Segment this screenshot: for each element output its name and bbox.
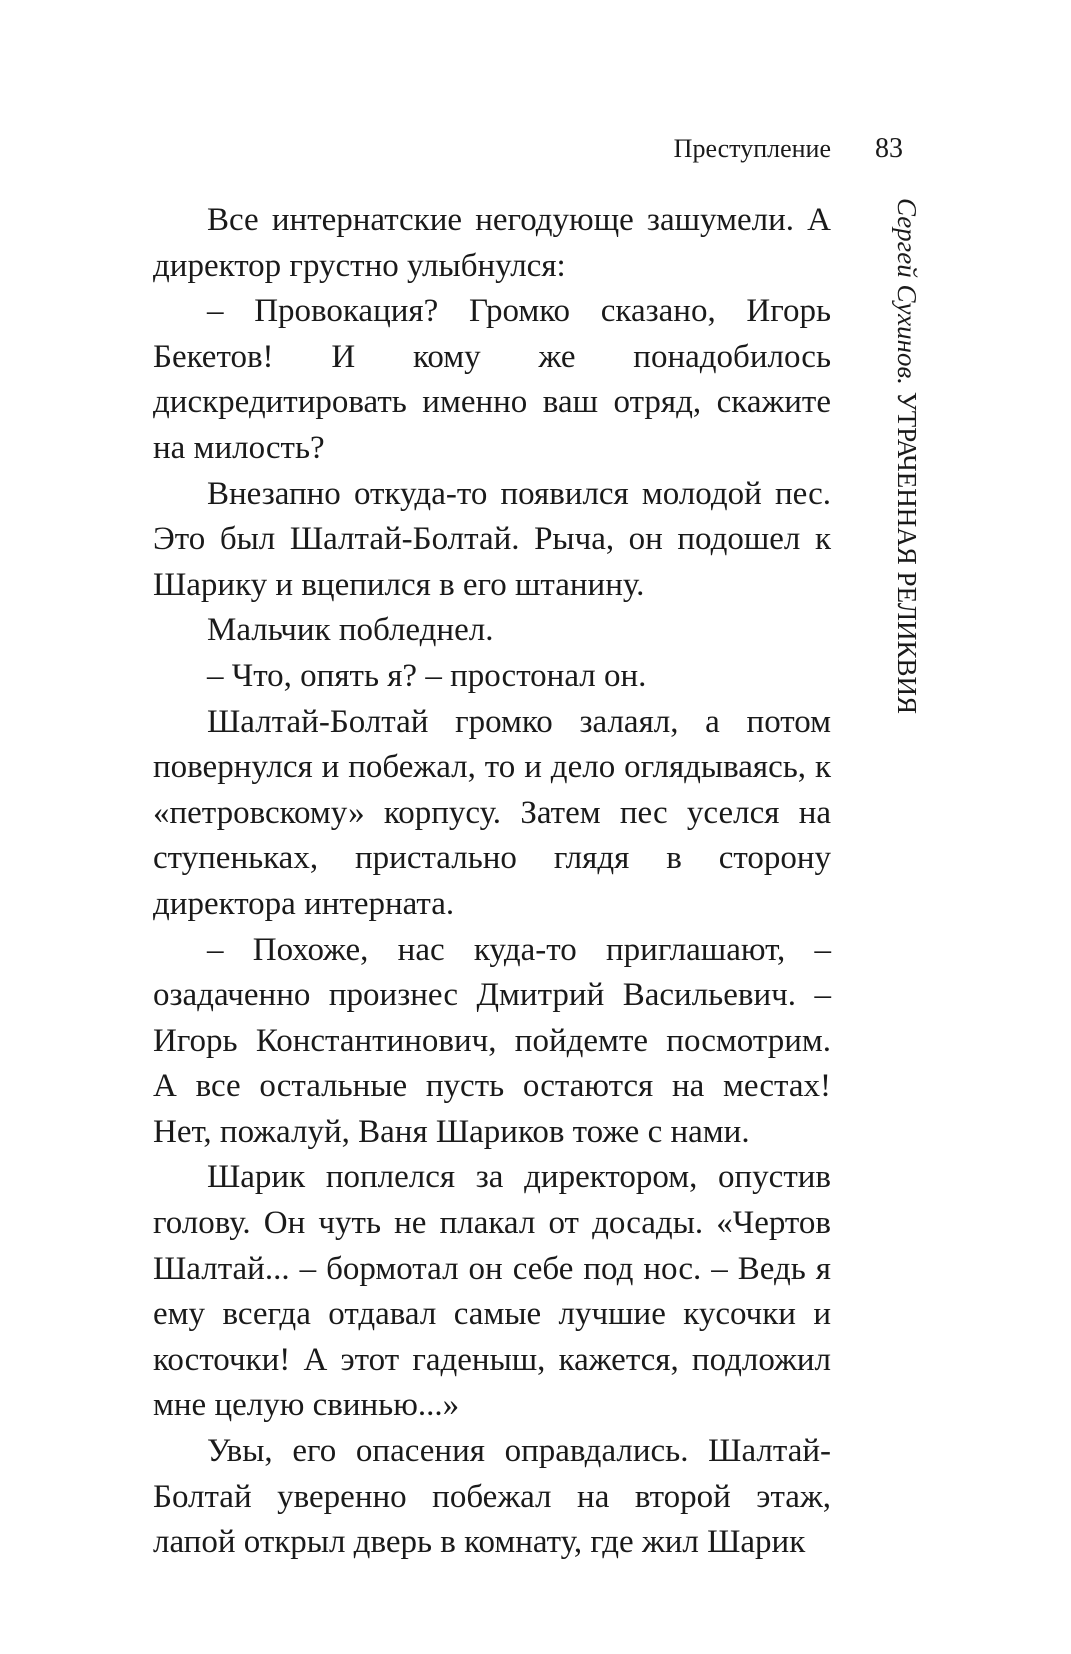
- paragraph: Внезапно откуда-то появился молодой пес. Это был Шалтай-Болтай. Рыча, он подошел к Шарику и вцепился в его штанину.: [153, 475, 831, 603]
- body-text: [153, 198, 831, 1566]
- page-number: 83: [875, 133, 903, 164]
- paragraph: – Что, опять я? – простонал он.: [207, 657, 647, 694]
- paragraph: Мальчик побледнел.: [207, 612, 494, 649]
- running-head: [674, 133, 903, 173]
- paragraph: Шалтай-Болтай громко залаял, а потом повернулся и побежал, то и дело оглядываясь, к «петровскому» корпусу. Затем пес уселся на ступеньках, пристально глядя в сторону директора интерната.: [153, 703, 831, 922]
- paragraph: Все интернатские негодующе зашумели. А директор грустно улыбнулся:: [153, 202, 831, 284]
- section-title: Преступление: [673, 134, 831, 163]
- paragraph: – Похоже, нас куда-то приглашают, – озадаченно произнес Дмитрий Васильевич. – Игорь Константинович, пойдемте посмотрим. А все остальные пусть остаются на местах! Нет, пожалуй, Ваня Шариков тоже с нами.: [153, 931, 831, 1150]
- vertical-book-title: [884, 198, 930, 738]
- paragraph: Увы, его опасения оправдались. Шалтай-Болтай уверенно побежал на второй этаж, лапой открыл дверь в комнату, где жил Шарик: [153, 1433, 831, 1561]
- paragraph: – Провокация? Громко сказано, Игорь Бекетов! И кому же понадобилось дискредитировать именно ваш отряд, скажите на милость?: [153, 293, 831, 466]
- book-title: УТРАЧЕННАЯ РЕЛИКВИЯ: [892, 391, 922, 715]
- author-name: Сергей Сухинов.: [892, 198, 922, 385]
- paragraph: Шарик поплелся за директором, опустив голову. Он чуть не плакал от досады. «Чертов Шалтай... – бормотал он себе под нос. – Ведь я ему всегда отдавал самые лучшие кусочки и косточки! А этот гаденыш, кажется, подложил мне целую свинью...»: [153, 1159, 831, 1424]
